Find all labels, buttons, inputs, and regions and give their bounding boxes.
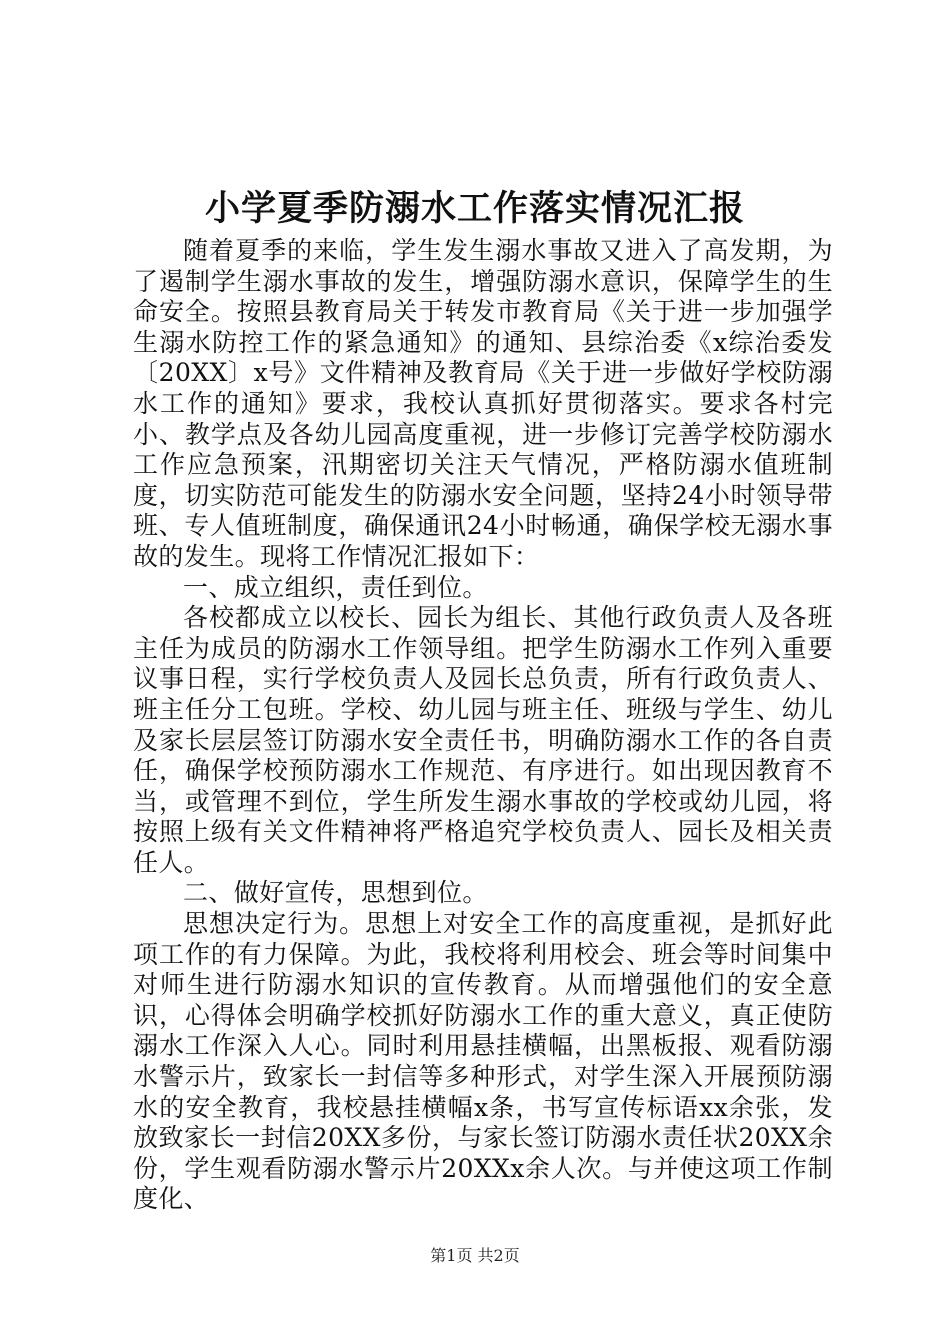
section-heading-2: 二、做好宣传，思想到位。 [183,878,488,908]
document-body [133,236,833,1215]
paragraph-publicity: 思想决定行为。思想上对安全工作的高度重视，是抓好此项工作的有力保障。为此，我校将利用校会、班会等时间集中对师生进行防溺水知识的宣传教育。从而增强他们的安全意识，心得体会明确学校抓好防溺水工作的重大意义，真正使防溺水工作深入人心。同时利用悬挂横幅，出黑板报、观看防溺水警示片，致家长一封信等多种形式，对学生深入开展预防溺水的安全教育，我校悬挂横幅x条，书写宣传标语xx余张，发放致家长一封信20XX多份，与家长签订防溺水责任状20XX余份，学生观看防溺水警示片20XXx余人次。与并使这项工作制度化、 [133,909,833,1214]
document-title: 小学夏季防溺水工作落实情况汇报 [204,188,745,229]
paragraph-intro: 随着夏季的来临，学生发生溺水事故又进入了高发期，为了遏制学生溺水事故的发生，增强防溺水意识，保障学生的生命安全。按照县教育局关于转发市教育局《关于进一步加强学生溺水防控工作的紧急通知》的通知、县综治委《x综治委发〔20XX〕x号》文件精神及教育局《关于进一步做好学校防溺水工作的通知》要求，我校认真抓好贯彻落实。要求各村完小、教学点及各幼儿园高度重视，进一步修订完善学校防溺水工作应急预案，汛期密切关注天气情况，严格防溺水值班制度，切实防范可能发生的防溺水安全问题，坚持24小时领导带班、专人值班制度，确保通讯24小时畅通，确保学校无溺水事故的发生。现将工作情况汇报如下： [133,236,833,571]
page-number-footer: 第1页 共2页 [430,1246,520,1265]
section-heading-1: 一、成立组织，责任到位。 [183,572,488,602]
paragraph-organization: 各校都成立以校长、园长为组长、其他行政负责人及各班主任为成员的防溺水工作领导组。把学生防溺水工作列入重要议事日程，实行学校负责人及园长总负责，所有行政负责人、班主任分工包班。学校、幼儿园与班主任、班级与学生、幼儿及家长层层签订防溺水安全责任书，明确防溺水工作的各自责任，确保学校预防溺水工作规范、有序进行。如出现因教育不当，或管理不到位，学生所发生溺水事故的学校或幼儿园，将按照上级有关文件精神将严格追究学校负责人、园长及相关责任人。 [133,603,833,877]
